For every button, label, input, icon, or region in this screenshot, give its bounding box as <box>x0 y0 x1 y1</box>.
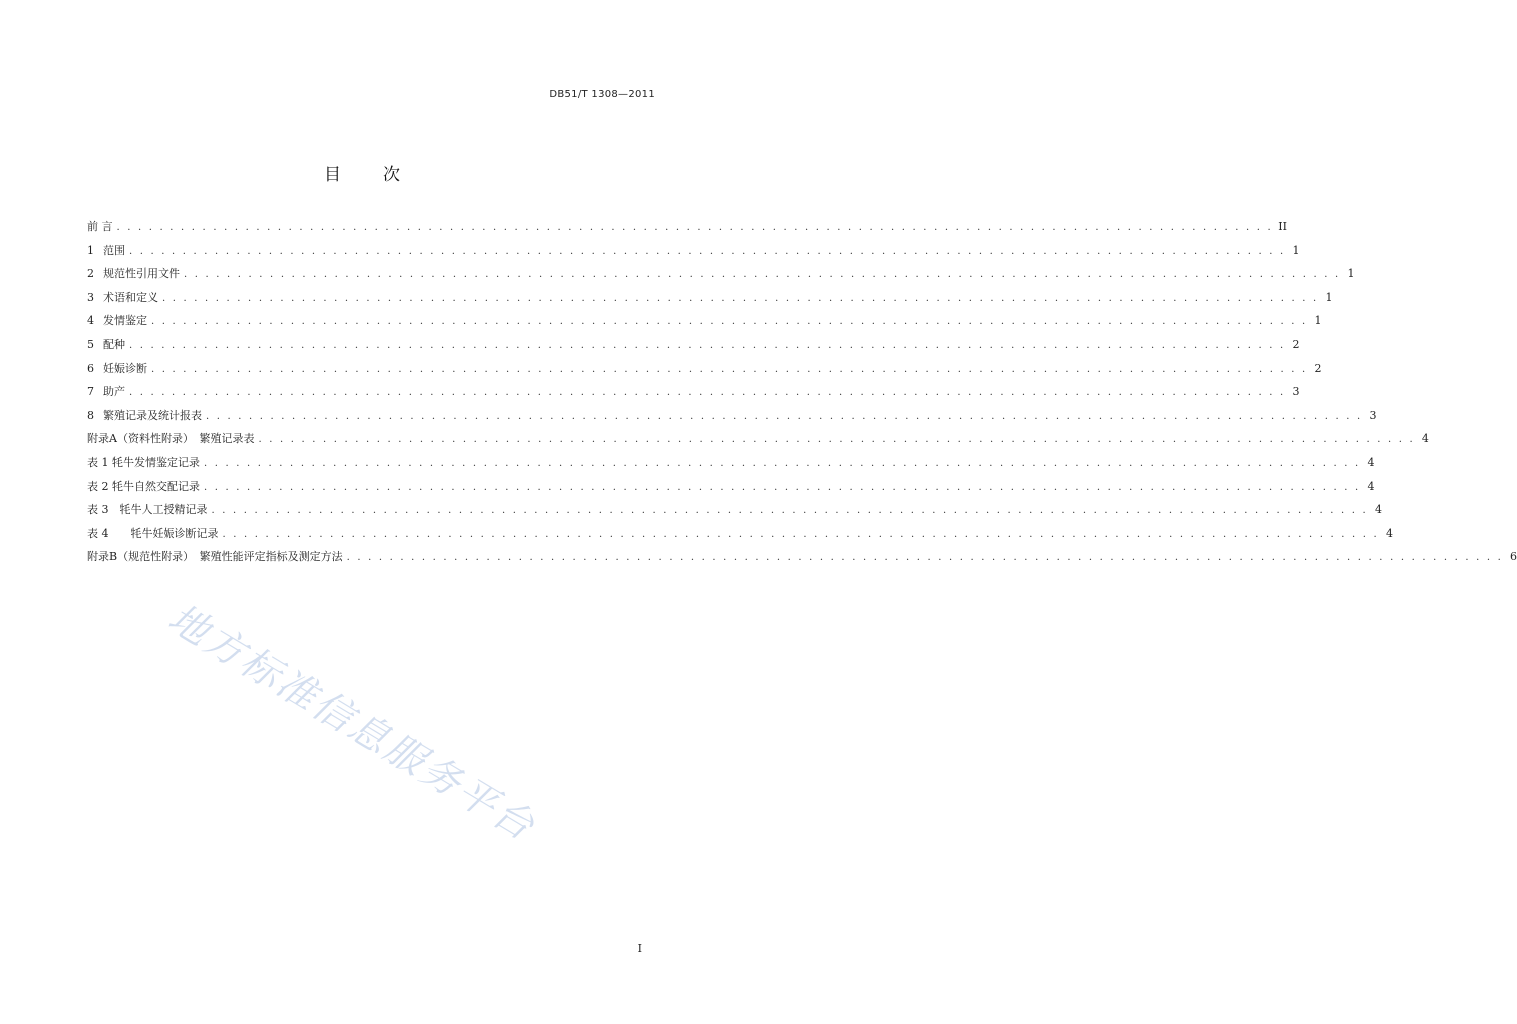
table-of-contents <box>87 218 1517 572</box>
toc-entry-label: 表 4 牦牛妊娠诊断记录 <box>87 526 219 540</box>
toc-entry[interactable] <box>87 454 1375 478</box>
toc-leader-dots: . . . . . . . . . . . . . . . . . . . . . . . . . . . . . . . . . . . . . . . . . . . . . . . . . . . . . . . . . . . . . . . . . . . . . . . . . . . . . . . . . . . . . . . . . . . . . . . . . . . . . . . . . . . . <box>162 292 1319 304</box>
toc-entry-number: 6 <box>87 361 94 375</box>
toc-entry[interactable] <box>87 501 1382 525</box>
toc-entry-label: 范围 <box>103 243 125 257</box>
toc-entry-label: 附录B（规范性附录） 繁殖性能评定指标及测定方法 <box>87 550 343 564</box>
toc-entry-number: 1 <box>87 243 94 257</box>
toc-entry-page: 4 <box>1421 432 1429 446</box>
toc-entry-label: 前 言 <box>87 220 113 233</box>
toc-entry-number: 3 <box>87 290 94 304</box>
toc-entry-page: 1 <box>1325 290 1333 304</box>
toc-entry[interactable] <box>87 336 1300 360</box>
title-part-1: 目 <box>324 165 341 185</box>
toc-leader-dots: . . . . . . . . . . . . . . . . . . . . . . . . . . . . . . . . . . . . . . . . . . . . . . . . . . . . . . . . . . . . . . . . . . . . . . . . . . . . . . . . . . . . . . . . . . . . . . . . . . . . . . . . . . . . <box>346 552 1504 564</box>
toc-entry-number: 5 <box>87 337 94 351</box>
toc-entry[interactable] <box>87 383 1300 407</box>
toc-entry[interactable] <box>87 218 1287 242</box>
toc-leader-dots: . . . . . . . . . . . . . . . . . . . . . . . . . . . . . . . . . . . . . . . . . . . . . . . . . . . . . . . . . . . . . . . . . . . . . . . . . . . . . . . . . . . . . . . . . . . . . . . . . . . . . . . . . . . . <box>206 410 1363 422</box>
toc-leader-dots: . . . . . . . . . . . . . . . . . . . . . . . . . . . . . . . . . . . . . . . . . . . . . . . . . . . . . . . . . . . . . . . . . . . . . . . . . . . . . . . . . . . . . . . . . . . . . . . . . . . . . . . . . . . . <box>211 505 1368 517</box>
toc-leader-dots: . . . . . . . . . . . . . . . . . . . . . . . . . . . . . . . . . . . . . . . . . . . . . . . . . . . . . . . . . . . . . . . . . . . . . . . . . . . . . . . . . . . . . . . . . . . . . . . . . . . . . . . . . . . . <box>129 387 1286 399</box>
toc-entry-label: 繁殖记录及统计报表 <box>103 408 202 422</box>
toc-entry-label: 表 2 牦牛自然交配记录 <box>87 479 200 493</box>
toc-entry-label: 配种 <box>103 337 125 351</box>
toc-entry[interactable] <box>87 430 1429 454</box>
toc-entry-page: 1 <box>1314 314 1322 328</box>
toc-entry-label: 附录A（资料性附录） 繁殖记录表 <box>87 432 255 446</box>
toc-entry-page: 4 <box>1367 479 1375 493</box>
toc-entry-label: 发情鉴定 <box>103 314 147 328</box>
toc-entry[interactable] <box>87 242 1300 266</box>
toc-entry[interactable] <box>87 265 1355 289</box>
toc-entry[interactable] <box>87 525 1393 549</box>
toc-entry-label: 助产 <box>103 385 125 399</box>
page-number: I <box>637 942 642 955</box>
toc-leader-dots: . . . . . . . . . . . . . . . . . . . . . . . . . . . . . . . . . . . . . . . . . . . . . . . . . . . . . . . . . . . . . . . . . . . . . . . . . . . . . . . . . . . . . . . . . . . . . . . . . . . . . . . . . . . . <box>151 316 1308 328</box>
toc-entry-label: 妊娠诊断 <box>103 361 147 375</box>
document-code: DB51/T 1308—2011 <box>549 89 655 100</box>
toc-entry-page: 6 <box>1510 550 1517 564</box>
toc-leader-dots: . . . . . . . . . . . . . . . . . . . . . . . . . . . . . . . . . . . . . . . . . . . . . . . . . . . . . . . . . . . . . . . . . . . . . . . . . . . . . . . . . . . . . . . . . . . . . . . . . . . . . . . . . . . . <box>204 457 1361 469</box>
toc-entry-label: 规范性引用文件 <box>103 267 180 281</box>
toc-entry[interactable] <box>87 407 1377 431</box>
toc-leader-dots: . . . . . . . . . . . . . . . . . . . . . . . . . . . . . . . . . . . . . . . . . . . . . . . . . . . . . . . . . . . . . . . . . . . . . . . . . . . . . . . . . . . . . . . . . . . . . . . . . . . . . . . . . . . . <box>116 222 1273 233</box>
toc-entry[interactable] <box>87 548 1517 572</box>
toc-entry-label: 表 3 牦牛人工授精记录 <box>87 503 208 517</box>
toc-entry-page: 3 <box>1292 385 1300 399</box>
toc-entry-page: 4 <box>1385 526 1393 540</box>
toc-entry-page: 1 <box>1347 267 1355 281</box>
toc-entry-label: 表 1 牦牛发情鉴定记录 <box>87 455 200 469</box>
toc-entry-number: 7 <box>87 385 94 399</box>
toc-leader-dots: . . . . . . . . . . . . . . . . . . . . . . . . . . . . . . . . . . . . . . . . . . . . . . . . . . . . . . . . . . . . . . . . . . . . . . . . . . . . . . . . . . . . . . . . . . . . . . . . . . . . . . . . . . . . <box>222 528 1379 540</box>
toc-leader-dots: . . . . . . . . . . . . . . . . . . . . . . . . . . . . . . . . . . . . . . . . . . . . . . . . . . . . . . . . . . . . . . . . . . . . . . . . . . . . . . . . . . . . . . . . . . . . . . . . . . . . . . . . . . . . <box>129 339 1286 351</box>
toc-entry-page: 1 <box>1292 243 1300 257</box>
toc-entry-page: 2 <box>1314 361 1322 375</box>
toc-entry-label: 术语和定义 <box>103 290 158 304</box>
toc-entry[interactable] <box>87 478 1375 502</box>
toc-leader-dots: . . . . . . . . . . . . . . . . . . . . . . . . . . . . . . . . . . . . . . . . . . . . . . . . . . . . . . . . . . . . . . . . . . . . . . . . . . . . . . . . . . . . . . . . . . . . . . . . . . . . . . . . . . . . <box>258 434 1415 446</box>
toc-entry-number: 4 <box>87 314 94 328</box>
toc-entry[interactable] <box>87 360 1322 384</box>
page-title <box>0 160 724 185</box>
toc-entry-page: II <box>1278 220 1287 233</box>
toc-entry-number: 8 <box>87 408 94 422</box>
toc-entry-number: 2 <box>87 267 94 281</box>
toc-entry-page: 2 <box>1292 337 1300 351</box>
toc-leader-dots: . . . . . . . . . . . . . . . . . . . . . . . . . . . . . . . . . . . . . . . . . . . . . . . . . . . . . . . . . . . . . . . . . . . . . . . . . . . . . . . . . . . . . . . . . . . . . . . . . . . . . . . . . . . . <box>151 363 1308 375</box>
toc-entry-page: 4 <box>1367 455 1375 469</box>
toc-entry[interactable] <box>87 289 1333 313</box>
watermark-text: 地方标准信息服务平台 <box>160 595 544 851</box>
toc-leader-dots: . . . . . . . . . . . . . . . . . . . . . . . . . . . . . . . . . . . . . . . . . . . . . . . . . . . . . . . . . . . . . . . . . . . . . . . . . . . . . . . . . . . . . . . . . . . . . . . . . . . . . . . . . . . . <box>184 269 1341 281</box>
toc-leader-dots: . . . . . . . . . . . . . . . . . . . . . . . . . . . . . . . . . . . . . . . . . . . . . . . . . . . . . . . . . . . . . . . . . . . . . . . . . . . . . . . . . . . . . . . . . . . . . . . . . . . . . . . . . . . . <box>204 481 1361 493</box>
toc-entry-page: 4 <box>1374 503 1382 517</box>
toc-entry-page: 3 <box>1369 408 1377 422</box>
toc-leader-dots: . . . . . . . . . . . . . . . . . . . . . . . . . . . . . . . . . . . . . . . . . . . . . . . . . . . . . . . . . . . . . . . . . . . . . . . . . . . . . . . . . . . . . . . . . . . . . . . . . . . . . . . . . . . . <box>129 245 1286 257</box>
title-part-2: 次 <box>383 165 400 185</box>
toc-entry[interactable] <box>87 312 1322 336</box>
